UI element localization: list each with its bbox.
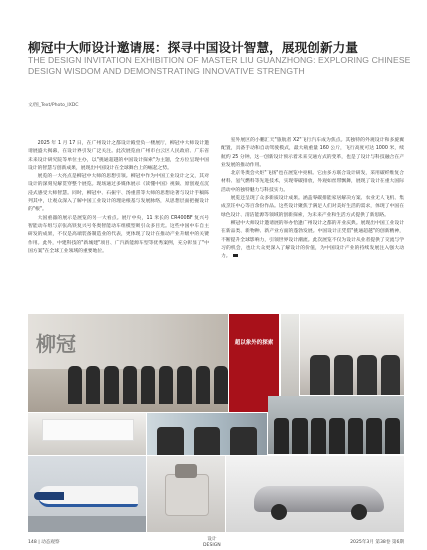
- photo-exhibit-model: [147, 456, 225, 532]
- photo-group-opening: [28, 314, 228, 412]
- page-footer: [0, 536, 427, 550]
- article-column-right: [221, 137, 404, 261]
- photo-people: [68, 362, 228, 404]
- photo-conversation: [147, 413, 267, 455]
- car-wheel: [271, 504, 287, 520]
- exhibit-object: [165, 474, 209, 516]
- paragraph: 大国重器的展示是展览的另一大看点。展厅中央，11 米长的 CR400BF 复兴号智能动车组与京张高铁复兴号冬奥智能动车组模型吸引众多目光。这些中国中车自主研发的成果，不仅是高端装备制造业的代表，更体现了设计在推动产业升级中的关键作用。此外，中建科技的"新城建"项目、广汽新能源车型等优秀案例，充分彰显了"中国方案"在全球工业领域的重要地位。: [28, 215, 209, 254]
- photo-visitors: [268, 396, 404, 454]
- section-label: [203, 537, 221, 548]
- photo-wall: [42, 419, 134, 441]
- photo-floor: [28, 516, 146, 532]
- photo-people: [310, 353, 400, 395]
- end-mark-icon: [233, 254, 238, 257]
- paragraph: 展览还呈现了众多新质设计成果。涵盖零碳排能家居解决方案、农业无人飞机、集成烹饪中心等百余份作品。这些设计聚焦于满足人们对美好生活的需求，体现了中国在绿色设计、清洁能源等领域的创新探索，为未来产业和生活方式提供了新思路。: [221, 196, 404, 218]
- section-label-en: DESIGN: [203, 542, 221, 548]
- article-title-cn: 柳冠中大师设计邀请展：探寻中国设计智慧，展现创新力量: [28, 40, 359, 55]
- photo-exhibition-hall: [28, 413, 146, 455]
- photo-train-model: [28, 456, 146, 532]
- paragraph: 展览的一大亮点是柳冠中大师的思想引领。柳冠中作为中国工业设计之父，其对设计的深刻见解贯穿整个展览。现场通过多媒体展示《读懂中国》视频、原创观点沉浸式感受大师智慧。同时，柳冠中、石振宇、汤重熹等大师的思想论著与设计手稿陈列其中，让观众深入了解中国工业设计的理论根基与发展脉络，从思想层面把握设计的"根"。: [28, 174, 209, 213]
- page-number: 148 | 动态观察: [28, 540, 60, 545]
- photo-calligraphy: 柳冠: [36, 332, 76, 356]
- train-nose: [34, 492, 64, 500]
- paragraph: 室外展区的小鹏汇天"旅航者 X2"飞行汽车成为焦点。其独特的外观设计和多旋翼配置，具备手动和自动驾驶模式，最大载重量 160 公斤，飞行高度可达 1000 米，续航约 25 分钟。这一创新设计预示着未来交通方式的变革，也是了设计与科技融合在产业发展的推动作用。: [221, 138, 404, 168]
- article-column-left: [28, 140, 209, 256]
- photo-people: [157, 425, 257, 455]
- photo-people: [274, 414, 400, 454]
- exhibit-object-top: [175, 464, 197, 478]
- section-label-cn: 设计: [207, 537, 217, 542]
- issue-info: 2025年3月 第38卷 第6期: [350, 540, 404, 545]
- paragraph-text: 柳冠中大师设计邀请展的举办恰逢广州设计之都的开业庆典。展现出中国工业设计在新品类、新物种、新产业方面的蓬勃发展。中国设计正凭借"挑通超越"的创新精神，不断提升全球影响力，引领世界设计潮流。此次展览不仅为设计从业者提供了交流与学习的机会，也让大众更深入了解设计的价值，为中国设计产业的持续发展注入强大动力。: [221, 220, 404, 260]
- poster-text: 超以象外的探索: [234, 340, 274, 346]
- photo-flying-car: [226, 456, 404, 532]
- article-title-en: THE DESIGN INVITATION EXHIBITION OF MASTER LIU GUANZHONG: EXPLORING CHINESE DESIGN WISDOM AND DEMONSTRATING INNOVATIVE STRENGTH: [28, 55, 411, 76]
- paragraph: [221, 220, 404, 261]
- car-wheel: [351, 504, 367, 520]
- paragraph: 2025 年 1 月 17 日，在广州设计之都设计殿堂负一楼展厅，柳冠中大师设计邀请展盛大揭幕，在设计界引发广泛关注。此次展览由广州市白云区人民政府、广东省未来设计研究院等单位主办，以"挑通超越的中国设计探索"为主题，全方位呈现中国设计的智慧与创新成果，展现出中国设计在全球舞台上的崛起之势。: [28, 141, 209, 171]
- paragraph: 北京冬奥会火炬"飞扬"也在展览中亮相。它由多方联合设计研发，采用碳纤维复合材料、氢气燃料等先进技术，实现零碳排放，外观如丝带飘舞，展现了设计在重大国际活动中的独特魅力与科技实力。: [221, 171, 404, 193]
- byline: 文/图_Text/Photo_IXDC: [28, 103, 79, 108]
- photo-guests: [300, 314, 404, 395]
